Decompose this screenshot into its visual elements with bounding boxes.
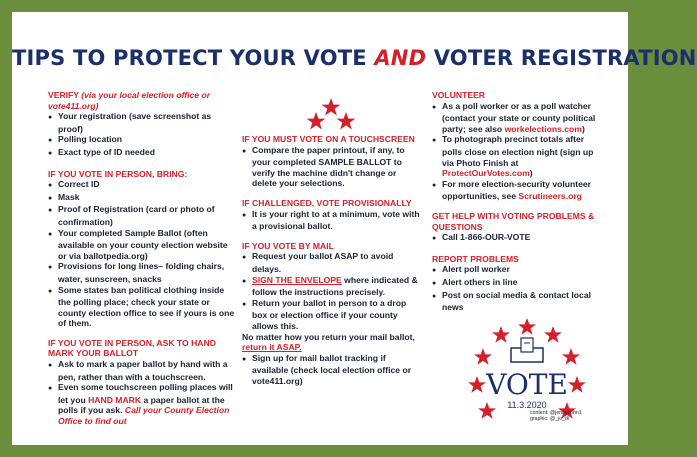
list-item	[242, 275, 422, 298]
list-item: ● Mask	[48, 192, 238, 205]
volunteer-heading: VOLUNTEER	[432, 90, 485, 100]
item-text: No matter how you return your mail ballot,	[242, 331, 415, 342]
list-item: ● Provisions for long lines– folding chairs, water, sunscreen, snacks	[48, 261, 238, 284]
help-heading: GET HELP WITH VOTING PROBLEMS & QUESTIONS	[432, 210, 595, 232]
challenged-section	[242, 198, 422, 232]
list-item: ● Sign up for mail ballot tracking if available (check local election office or vote411.org)	[242, 353, 422, 387]
hand-mark-section	[48, 338, 238, 427]
verify-heading-note: (via your local election office or vote411.org)	[48, 90, 211, 111]
list-item: ● Ask to mark a paper ballot by hand with a pen, rather than with a touchscreen.	[48, 359, 238, 382]
vote-word: VOTE	[486, 368, 568, 401]
list-item: ● Proof of Registration (card or photo of confirmation)	[48, 204, 238, 227]
item-text: As a poll worker or as a poll watcher (contact your state or county political party; see also	[442, 100, 596, 134]
list-item: ● Alert poll worker	[432, 264, 600, 277]
return-asap-link[interactable]: return it ASAP.	[242, 342, 302, 353]
column-middle	[242, 134, 422, 395]
title-part2: VOTER REGISTRATION	[426, 46, 697, 70]
credit-content: content: @jennycohn1	[530, 410, 582, 416]
workelections-link[interactable]: workelections.com	[504, 123, 582, 134]
list-item: ● Your registration (save screenshot as proof)	[48, 111, 238, 134]
poster-card	[12, 12, 697, 445]
list-item	[48, 382, 238, 426]
verify-heading	[48, 90, 238, 111]
vote-date: 11.3.2020	[507, 400, 547, 410]
hand-mark-heading: IF YOU VOTE IN PERSON, ASK TO HAND MARK YOUR BALLOT	[48, 337, 216, 359]
scrutineers-link[interactable]: Scrutineers.org	[518, 191, 582, 202]
item-text: )	[581, 123, 585, 134]
list-item: ● Exact type of ID needed	[48, 147, 238, 160]
item-text: Even some touchscreen polling places will let you	[58, 382, 233, 405]
list-item	[432, 134, 600, 178]
report-section	[432, 254, 600, 313]
hand-mark-emphasis: HAND MARK	[88, 394, 142, 405]
touchscreen-section	[242, 134, 422, 189]
credits	[530, 410, 582, 423]
list-item: ● It is your right to at a minimum, vote with a provisional ballot.	[242, 209, 422, 232]
three-stars-icon	[308, 98, 354, 130]
item-text: To photograph precinct totals after polls close on election night (sign up via Photo Finish at	[442, 134, 594, 168]
item-text: where indicated & follow the instructions precisely.	[252, 274, 418, 298]
title-and: AND	[374, 46, 427, 70]
mail-heading: IF YOU VOTE BY MAIL	[242, 240, 334, 251]
volunteer-section	[432, 90, 600, 202]
in-person-section	[48, 169, 238, 329]
list-item: ● Return your ballot in person to a drop box or election office if your county allows this.	[242, 298, 422, 332]
report-heading: REPORT PROBLEMS	[432, 253, 519, 264]
item-text: )	[529, 168, 533, 179]
challenged-heading: IF CHALLENGED, VOTE PROVISIONALLY	[242, 197, 412, 208]
list-item: ● Polling location	[48, 134, 238, 147]
column-right	[432, 90, 600, 322]
list-item: ● Your completed Sample Ballot (often available on your county election website or via ballotpedia.org)	[48, 228, 238, 262]
page-title	[12, 46, 697, 70]
sign-envelope-link[interactable]: SIGN THE ENVELOPE	[252, 274, 342, 285]
list-item	[432, 101, 600, 135]
protectourvotes-link[interactable]: ProtectOurVotes.com	[442, 168, 530, 179]
call-office-emphasis: Call your County Election Office to find out	[58, 405, 230, 427]
list-item: ● Post on social media & contact local news	[432, 290, 600, 313]
verify-section	[48, 90, 238, 160]
mail-note	[242, 332, 422, 353]
credit-graphic: graphic: @_jo_di	[530, 416, 570, 423]
list-item: ● Alert others in line	[432, 277, 600, 290]
in-person-heading: IF YOU VOTE IN PERSON, BRING:	[48, 168, 188, 179]
title-part1: TIPS TO PROTECT YOUR VOTE	[12, 46, 375, 70]
column-left	[48, 90, 238, 436]
list-item: ● Correct ID	[48, 179, 238, 192]
help-section	[432, 211, 600, 245]
list-item: ● Compare the paper printout, if any, to your completed SAMPLE BALLOT to verify the machine didn't change or delete your selections.	[242, 145, 422, 189]
list-item: ● Call 1-866-OUR-VOTE	[432, 232, 600, 245]
item-text: a paper ballot at the polls if you ask.	[58, 394, 225, 416]
list-item: ● Request your ballot ASAP to avoid delays.	[242, 251, 422, 274]
list-item	[432, 179, 600, 202]
touchscreen-heading: IF YOU MUST VOTE ON A TOUCHSCREEN	[242, 134, 415, 144]
list-item: ● Some states ban political clothing inside the polling place; check your state or county election office to see if yours is one of them.	[48, 285, 238, 329]
item-text: For more election-security volunteer opportunities, see	[442, 178, 591, 202]
mail-section	[242, 241, 422, 387]
verify-heading-text: VERIFY	[48, 90, 79, 100]
